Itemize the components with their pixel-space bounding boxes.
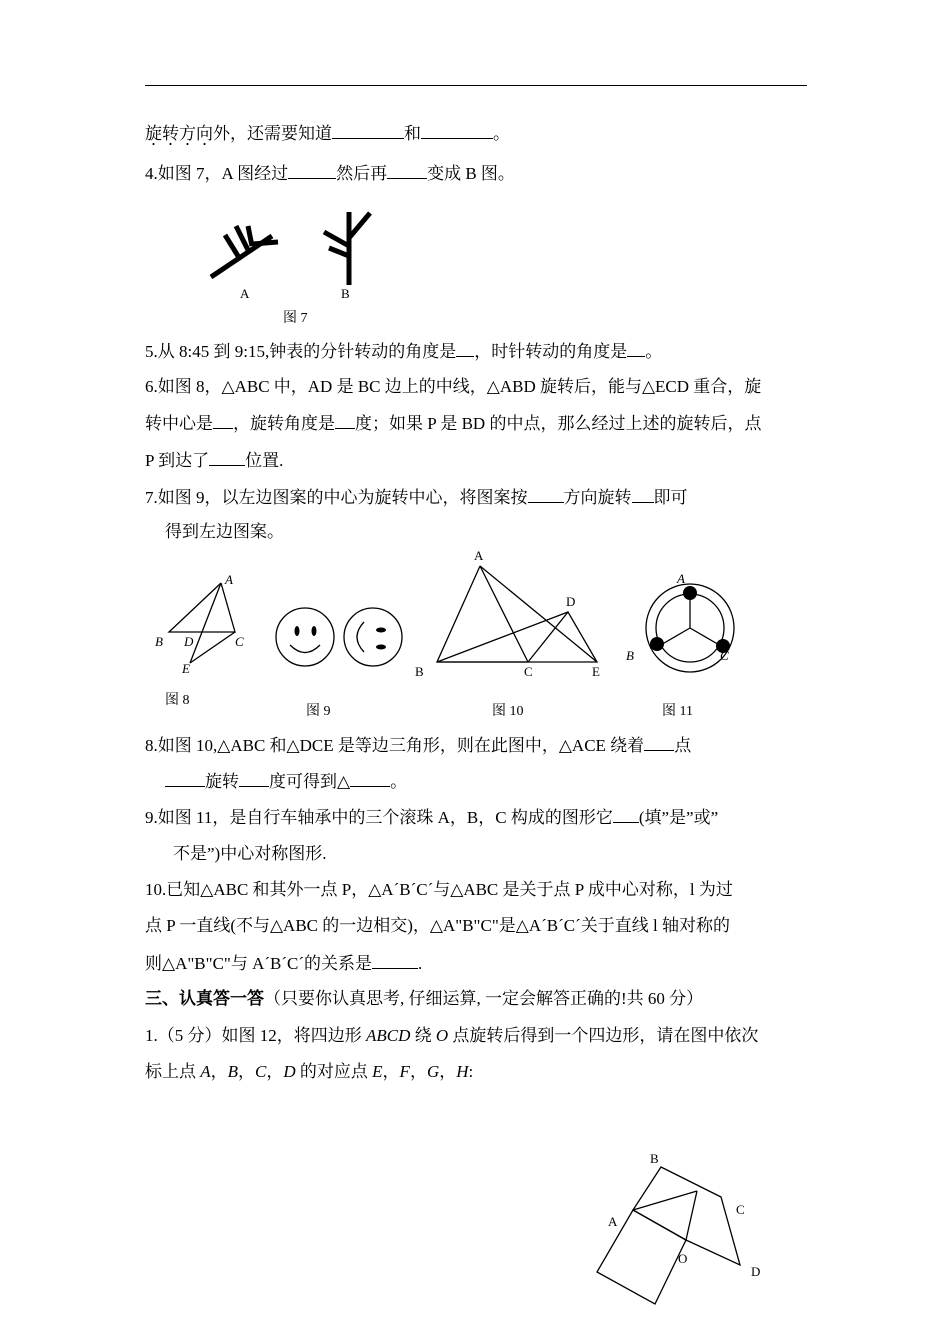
fig11-label-c: C	[720, 648, 729, 663]
fig10-label-d: D	[566, 594, 576, 609]
fig12-label-o: O	[678, 1251, 688, 1266]
emphasis-text: 旋转方向	[145, 124, 213, 143]
question-6-line-1: 6.如图 8，△ABC 中，AD 是 BC 边上的中线，△ABD 旋转后，能与△ECD 重合，旋	[145, 377, 762, 396]
fig12-label-d: D	[751, 1264, 761, 1279]
fig9-caption: 图 9	[306, 704, 331, 719]
fig11-label-a: A	[677, 571, 685, 586]
fig8-label-e: E	[182, 661, 190, 676]
question-7: 7.如图 9，以左边图案的中心为旋转中心，将图案按 方向旋转 即可	[145, 488, 688, 507]
question-9: 9.如图 11，是自行车轴承中的三个滚珠 A，B，C 构成的图形它 (填”是”或”	[145, 808, 719, 827]
question-10-line-3: 则△A"B"C"与 A´B´C´的关系是 .	[145, 954, 423, 973]
problem-1-line-2: 标上点 A，B，C，D 的对应点 E，F，G，H:	[145, 1062, 474, 1081]
fig7-label-b: B	[341, 286, 350, 301]
question-10-line-1: 10.已知△ABC 和其外一点 P，△A´B´C´与△ABC 是关于点 P 成中心对称，l 为过	[145, 880, 733, 899]
fig7-label-a: A	[240, 286, 250, 301]
problem-1-line-1: 1.（5 分）如图 12，将四边形 ABCD 绕 O 点旋转后得到一个四边形，请在图中依次	[145, 1026, 759, 1045]
fig8-label-c: C	[235, 634, 244, 649]
question-6-line-2: 转中心是 ，旋转角度是 度；如果 P 是 BD 的中点，那么经过上述的旋转后，点	[145, 414, 762, 433]
fig10-label-c: C	[524, 664, 533, 679]
fig8-label-a: A	[225, 572, 233, 587]
fig11-label-b: B	[626, 648, 634, 663]
text-line-rotation-direction: 旋转方向外，还需要知道 和 。	[145, 124, 510, 143]
fig10-label-b: B	[415, 664, 424, 679]
question-4: 4.如图 7，A 图经过 然后再 变成 B 图。	[145, 164, 515, 183]
question-7-line-2: 得到左边图案。	[165, 522, 284, 541]
question-10-line-2: 点 P 一直线(不与△ABC 的一边相交)，△A"B"C"是△A´B´C´关于直线 l 轴对称的	[145, 916, 731, 935]
question-5: 5.从 8:45 到 9:15,钟表的分针转动的角度是 ，时针转动的角度是 。	[145, 342, 663, 361]
fig8-label-d: D	[184, 634, 194, 649]
fig8-caption: 图 8	[165, 693, 190, 708]
section-note: （只要你认真思考, 仔细运算, 一定会解答正确的!共 60 分）	[264, 989, 704, 1008]
section-title: 三、认真答一答	[145, 989, 264, 1008]
question-8-line-2: 旋转 度可得到△ 。	[165, 770, 407, 793]
fig10-caption: 图 10	[492, 704, 524, 719]
fig7-caption: 图 7	[283, 311, 308, 326]
fig11-caption: 图 11	[662, 704, 693, 719]
question-6-line-3: P 到达了 位置.	[145, 451, 284, 470]
fig8-label-b: B	[155, 634, 163, 649]
fig10-label-a: A	[474, 548, 484, 563]
fig12-label-a: A	[608, 1214, 618, 1229]
fig12-label-b: B	[650, 1151, 659, 1166]
fig12-label-c: C	[736, 1202, 745, 1217]
question-8: 8.如图 10,△ABC 和△DCE 是等边三角形，则在此图中，△ACE 绕着 点	[145, 736, 692, 755]
fig10-label-e: E	[592, 664, 600, 679]
question-9-line-2: 不是”)中心对称图形.	[173, 844, 327, 863]
